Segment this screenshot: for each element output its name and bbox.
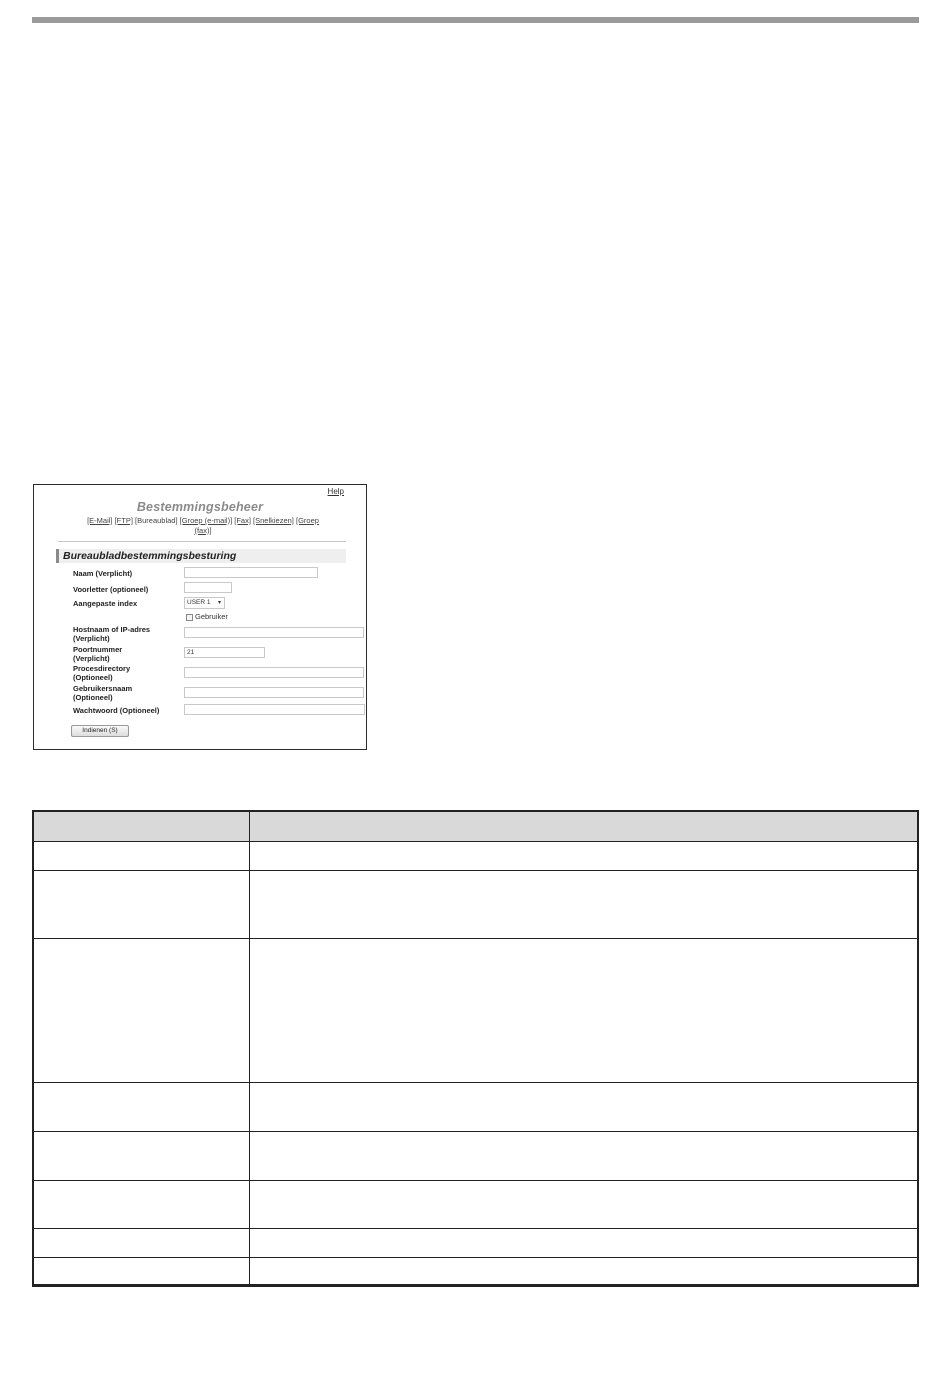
section-header (56, 549, 346, 563)
procesdirectory-label: Procesdirectory (Optioneel) (73, 664, 131, 682)
wachtwoord-input[interactable] (184, 704, 365, 715)
screenshot-panel (33, 484, 367, 750)
nav-groep-email[interactable]: [Groep (e-mail)] (179, 516, 233, 525)
gebruikersnaam-label: Gebruikersnaam (Optioneel) (73, 684, 133, 702)
table-row (34, 842, 917, 871)
destination-nav (58, 516, 348, 536)
table-row (34, 939, 917, 1083)
hostnaam-input[interactable] (184, 627, 364, 638)
hostnaam-label: Hostnaam of IP-adres (Verplicht) (73, 625, 151, 643)
gebruiker-label: Gebruiker (195, 612, 228, 621)
wachtwoord-label: Wachtwoord (Optioneel) (73, 706, 160, 715)
procesdirectory-input[interactable] (184, 667, 364, 678)
nav-bureaublad: [Bureaublad] (135, 516, 178, 525)
table-header-row (34, 812, 917, 842)
column-divider (249, 812, 250, 1285)
nav-ftp[interactable]: [FTP] (114, 516, 133, 525)
table-row (34, 1132, 917, 1181)
section-title: Bureaubladbestemmingsbesturing (63, 550, 237, 562)
table-row (34, 1229, 917, 1258)
help-link[interactable]: Help (327, 487, 344, 496)
voorletter-label: Voorletter (optioneel) (73, 585, 149, 594)
top-rule (32, 17, 919, 23)
divider (58, 541, 346, 542)
nav-groep-fax-cont[interactable]: (fax)] (194, 526, 212, 535)
table-row (34, 1181, 917, 1229)
nav-groep-fax[interactable]: [Groep (295, 516, 319, 525)
nav-email[interactable]: [E-Mail] (87, 516, 113, 525)
nav-fax[interactable]: [Fax] (234, 516, 251, 525)
naam-input[interactable] (184, 567, 318, 578)
submit-button[interactable]: Indienen (S) (71, 725, 129, 737)
settings-table (32, 810, 919, 1287)
index-select[interactable] (184, 597, 225, 609)
gebruikersnaam-input[interactable] (184, 687, 364, 698)
poort-input[interactable]: 21 (184, 647, 265, 658)
voorletter-input[interactable] (184, 582, 232, 593)
index-selected-value: USER 1 (187, 599, 211, 606)
table-row (34, 871, 917, 939)
gebruiker-checkbox[interactable] (186, 614, 193, 621)
page-title: Bestemmingsbeheer (136, 500, 264, 514)
poort-label: Poortnummer (Verplicht) (73, 645, 123, 663)
table-row (34, 1083, 917, 1132)
nav-snelkiezen[interactable]: [Snelkiezen] (253, 516, 294, 525)
naam-label: Naam (Verplicht) (73, 569, 133, 578)
chevron-down-icon: ▾ (217, 600, 221, 606)
index-label: Aangepaste index (73, 599, 138, 608)
table-row (34, 1258, 917, 1285)
